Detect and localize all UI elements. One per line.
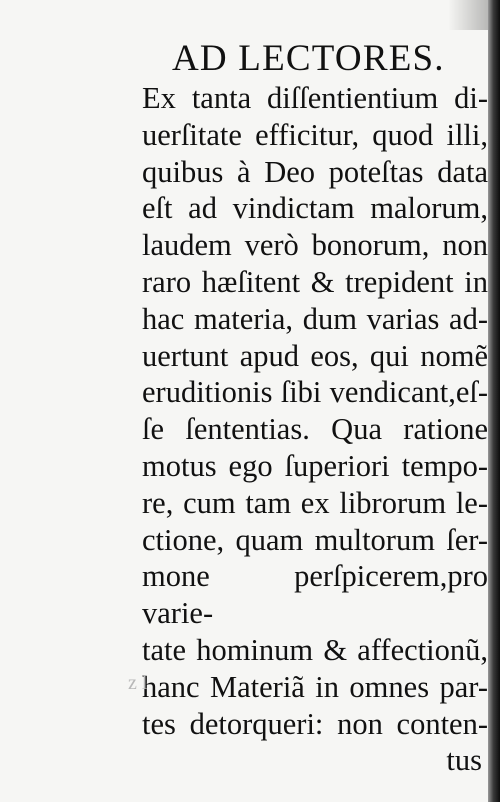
body-text	[142, 80, 488, 779]
margin-mark: z l	[128, 672, 148, 694]
text-line: raro hæſitent & trepident in	[142, 264, 488, 299]
catchword: tus	[446, 743, 482, 778]
text-line: uerſitate efficitur, quod illi,	[142, 117, 488, 152]
text-line: ſe ſententias. Qua ratione	[142, 412, 488, 447]
page-title: AD LECTORES.	[172, 38, 445, 79]
text-line: hac materia, dum varias ad-	[142, 301, 488, 336]
text-line: eſt ad vindictam malorum,	[142, 191, 488, 226]
text-line: eruditionis ſibi vendicant,eſ-	[142, 375, 488, 410]
text-line: mone perſpicerem,pro varie-	[142, 559, 488, 631]
corner-shadow	[448, 0, 488, 30]
text-line: quibus à Deo poteſtas data	[142, 154, 488, 189]
text-line: laudem verò bonorum, non	[142, 228, 488, 263]
text-line: hanc Materiã in omnes par-	[142, 669, 488, 704]
text-line: tate hominum & affectionũ,	[142, 632, 488, 667]
text-line: Ex tanta diſſentientium di-	[142, 81, 488, 115]
text-line: tes detorqueri: non conten-	[142, 706, 488, 741]
text-line: re, cum tam ex librorum le-	[142, 485, 488, 520]
text-line: motus ego ſuperiori tempo-	[142, 448, 488, 483]
text-line: uertunt apud eos, qui nomẽ	[142, 338, 488, 373]
text-line: ctione, quam multorum ſer-	[142, 522, 488, 557]
binding-gutter	[488, 0, 500, 802]
